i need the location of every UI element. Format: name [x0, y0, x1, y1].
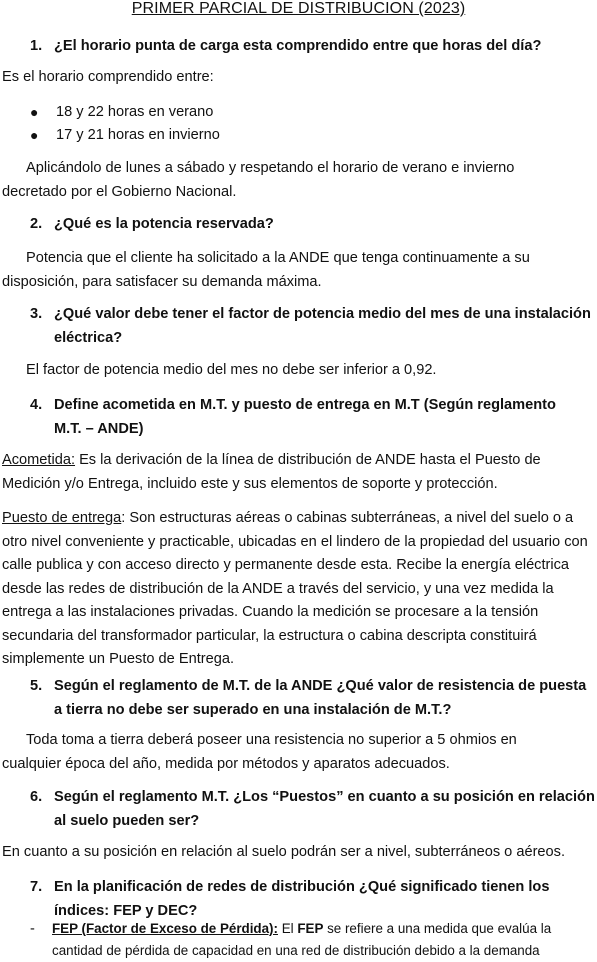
question-number: 7.: [30, 879, 43, 895]
question-number: 2.: [30, 216, 43, 232]
question-text: ¿Qué es la potencia reservada?: [54, 216, 274, 232]
question-text: Según el reglamento de M.T. de la ANDE ¿Qué valor de resistencia de puesta a tierra no debe ser superado en una instalación de M.T.?: [54, 678, 587, 718]
question-text: ¿Qué valor debe tener el factor de potencia medio del mes de una instalación eléctrica?: [54, 306, 591, 346]
question-text: ¿El horario punta de carga esta comprendido entre que horas del día?: [54, 38, 542, 54]
question-number: 5.: [30, 678, 43, 694]
question-number: 4.: [30, 397, 43, 413]
list-dash: -: [30, 921, 35, 937]
answer-text: Potencia que el cliente ha solicitado a la ANDE que tenga continuamente a su disposición, para satisfacer su demanda máxima.: [2, 250, 530, 290]
question-7: [30, 875, 570, 923]
question-text: Según el reglamento M.T. ¿Los “Puestos” en cuanto a su posición en relación al suelo pueden ser?: [54, 789, 595, 829]
question-6: [30, 785, 595, 833]
term-definition: se refiere a una medida que evalúa la cantidad de pérdida de capacidad en una red de distribución debido a la demanda: [52, 921, 552, 958]
answer-text: El factor de potencia medio del mes no debe ser inferior a 0,92.: [26, 362, 437, 378]
answer-text: Toda toma a tierra deberá poseer una resistencia no superior a 5 ohmios en cualquier época del año, medida por métodos y aparatos adecuados.: [2, 732, 517, 772]
definition-fep: FEP (Factor de Exceso de Pérdida): El FEP se refiere a una medida que evalúa la cantidad de pérdida de capacidad en una red de distribución debido a la demanda: [52, 921, 552, 958]
question-number: 1.: [30, 38, 43, 54]
question-number: 6.: [30, 789, 43, 805]
answer-intro: Es el horario comprendido entre:: [2, 69, 214, 85]
term-definition: : Son estructuras aéreas o cabinas subterráneas, a nivel del suelo o a otro nivel conveniente y practicable, ubicadas en el lindero de la propiedad del usuario con calle publica y con acceso directo y permanente desde esta. Recibe la energía eléctrica desde las redes de distribución de la ANDE a través del servicio, y una vez medida la entrega a las instalaciones privadas. Cuando la medición se procesare a la tensión secundaria del transformador particular, la estructura o cabina descripta constituirá simplemente un Puesto de Entrega.: [2, 510, 588, 667]
term-label: Puesto de entrega: [2, 510, 122, 526]
definition-puesto-entrega: [2, 507, 594, 672]
document-page: PRIMER PARCIAL DE DISTRIBUCION (2023) 1. ¿El horario punta de carga esta comprendido entre que horas del día? Es el horario comprendido entre: ● 18 y 22 horas en verano ● 17 y 21 horas en invierno Aplicándolo de lunes a sábado y respetando el horario de verano e invierno decretado por el Gobierno Nacional. 2. ¿Qué es la potencia reservada? Potencia que el cliente ha solicitado a la ANDE que tenga continuamente a su disposición, para satisfacer su demanda máxima. 3. ¿Qué valor debe tener el factor de potencia medio del mes de una instalación eléctrica? El factor de potencia medio del mes no debe ser inferior a 0,92. 4. Define acometida en M.T. y puesto de entrega en M.T (Según reglamento M.T. – ANDE) Acometida: Es la derivación de la línea de distribución de ANDE hasta el Puesto de Medición y/o Entrega, incluido este y sus elementos de soporte y protección. Puesto de entrega: Son estructuras aéreas o cabinas subterráneas, a nivel del suelo o a otro nivel conveniente y practicable, ubicadas en el lindero de la propiedad del usuario con calle publica y con acceso directo y permanente desde esta. Recibe la energía eléctrica desde las redes de distribución de la ANDE a través del servicio, y una vez medida la entrega a las instalaciones privadas. Cuando la medición se procesare a la tensión secundaria del transformador particular, la estructura o cabina descripta constituirá simplemente un Puesto de Entrega. 5. Según el reglamento de M.T. de la ANDE ¿Qué valor de resistencia de puesta a tierra no debe ser superado en una instalación de M.T.? Toda toma a tierra deberá poseer una resistencia no superior a 5 ohmios en cualquier época del año, medida por métodos y aparatos adecuados. 6. Según el reglamento M.T. ¿Los “Puestos” en cuanto a su posición en relación al suelo pueden ser? En cuanto a su posición en relación al suelo podrán ser a nivel, subterráneos o aéreos. 7. En la planificación de redes de distribución ¿Qué significado tienen los índices: FEP y DEC? - FEP (Factor de Exceso de Pérdida): El FEP se refiere a una medida que evalúa la cantidad de pérdida de capacidad en una red de distribución debido a la demanda: [0, 0, 597, 959]
term-definition: Es la derivación de la línea de distribución de ANDE hasta el Puesto de Medición y/o Entrega, incluido este y sus elementos de soporte y protección.: [2, 452, 541, 492]
answer-text: Aplicándolo de lunes a sábado y respetando el horario de verano e invierno decretado por el Gobierno Nacional.: [2, 160, 515, 200]
bullet-icon: ●: [30, 127, 39, 143]
definition-acometida: [2, 449, 572, 496]
term-label: Acometida:: [2, 452, 76, 468]
question-number: 3.: [30, 306, 43, 322]
term-label: FEP (Factor de Exceso de Pérdida):: [52, 921, 278, 936]
question-1: [30, 34, 590, 58]
question-text: En la planificación de redes de distribución ¿Qué significado tienen los índices: FEP y DEC?: [54, 879, 550, 919]
question-5: [30, 674, 592, 722]
question-text: Define acometida en M.T. y puesto de entrega en M.T (Según reglamento M.T. – ANDE): [54, 397, 556, 437]
document-title: PRIMER PARCIAL DE DISTRIBUCION (2023): [131, 0, 466, 17]
question-4: [30, 393, 575, 441]
answer-text: En cuanto a su posición en relación al suelo podrán ser a nivel, subterráneos o aéreos.: [2, 844, 566, 860]
question-2: [30, 212, 590, 236]
question-3: [30, 302, 595, 350]
bullet-icon: ●: [30, 104, 39, 120]
